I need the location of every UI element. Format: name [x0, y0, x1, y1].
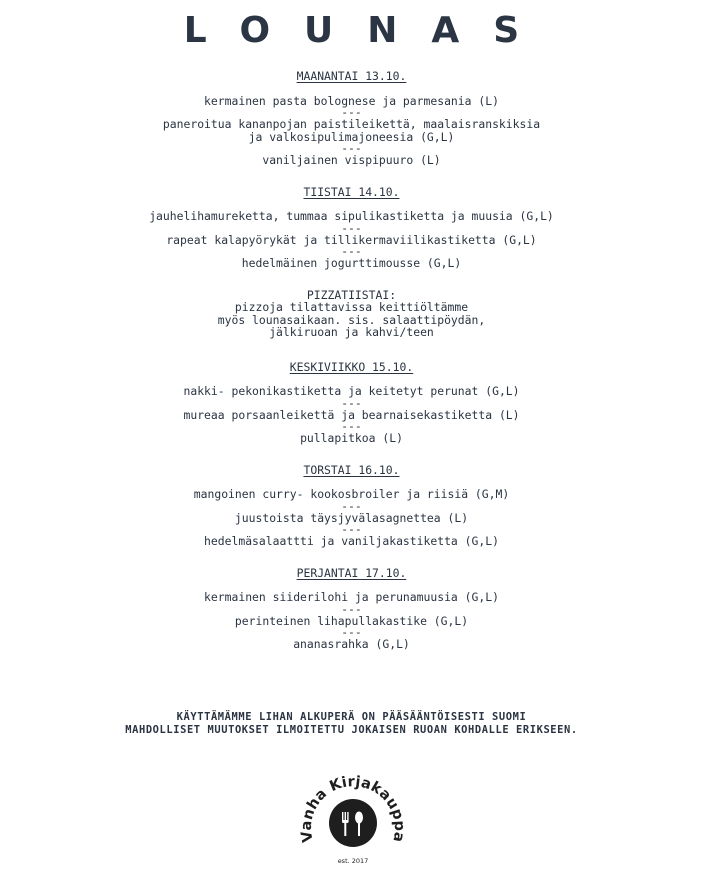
dish: juustoista täysjyvälasagnettea (L): [234, 510, 469, 525]
day-friday: [0, 567, 703, 651]
dish: mangoinen curry- kookosbroiler ja riisiä (G,M): [193, 487, 510, 501]
dish-separator: ---: [341, 625, 362, 639]
day-heading: TIISTAI 14.10.: [303, 184, 400, 199]
pizza-heading: PIZZATIISTAI:: [306, 287, 397, 302]
dish: kermainen siiderilohi ja perunamuusia (G,L): [204, 590, 499, 604]
dish: jauhelihamureketta, tummaa sipulikastiketta ja muusia (G,L): [149, 209, 554, 223]
dish: nakki- pekonikastiketta ja keitetyt perunat (G,L): [183, 384, 520, 398]
day-monday: [0, 70, 703, 167]
dish-separator: ---: [341, 601, 362, 616]
pizza-tuesday-note: [0, 289, 703, 339]
day-heading: PERJANTAI 17.10.: [296, 565, 407, 580]
dish: kermainen pasta bolognese ja parmesania (L): [204, 93, 499, 108]
dish-separator: ---: [341, 419, 362, 433]
dish: hedelmäsalaattti ja vaniljakastiketta (G,L): [204, 534, 499, 548]
logo-text: Vanha Kirjakauppa: [298, 774, 408, 844]
dish: vaniljainen vispipuuro (L): [262, 153, 441, 167]
logo-plate: [329, 799, 377, 847]
pizza-line: myös lounasaikaan. sis. salaattipöydän,: [217, 312, 486, 327]
pizza-line: jälkiruoan ja kahvi/teen: [269, 325, 434, 339]
dish-separator: ---: [341, 220, 362, 235]
dish-separator: ---: [341, 105, 362, 119]
dish: hedelmäinen jogurttimousse (G,L): [241, 256, 462, 270]
lunch-menu: [0, 70, 703, 670]
dish: paneroitua kananpojan paistileikettä, maalaisranskiksia ja valkosipulimajoneesia (G,L): [162, 117, 541, 144]
dish: ananasrahka (G,L): [293, 637, 410, 651]
day-tuesday: [0, 186, 703, 270]
dish: pullapitkoa (L): [300, 431, 403, 445]
dish-separator: ---: [341, 141, 362, 155]
page-title: LOUNAS: [183, 10, 554, 51]
dish-separator: ---: [341, 498, 362, 513]
pizza-line: pizzoja tilattavissa keittiöltämme: [234, 300, 469, 314]
dish: perinteinen lihapullakastike (G,L): [234, 613, 469, 628]
meat-origin-notice: [0, 711, 703, 736]
dish-separator: ---: [341, 244, 362, 258]
dish-separator: ---: [341, 395, 362, 410]
day-heading: KESKIVIIKKO 15.10.: [289, 359, 414, 374]
day-thursday: [0, 464, 703, 548]
logo-caption: est. 2017: [337, 857, 369, 865]
day-heading: MAANANTAI 13.10.: [296, 69, 407, 83]
dish: rapeat kalapyörykät ja tillikermaviilikastiketta (G,L): [166, 232, 537, 247]
notice-line: MAHDOLLISET MUUTOKSET ILMOITETTU JOKAISEN RUOAN KOHDALLE ERIKSEEN.: [125, 723, 578, 736]
dish: mureaa porsaanleikettä ja bearnaisekastiketta (L): [183, 407, 520, 422]
day-heading: TORSTAI 16.10.: [303, 462, 400, 477]
dish-separator: ---: [341, 522, 362, 536]
notice-line: KÄYTTÄMÄMME LIHAN ALKUPERÄ ON PÄÄSÄÄNTÖISESTI SUOMI: [176, 711, 527, 723]
day-wednesday: [0, 361, 703, 445]
